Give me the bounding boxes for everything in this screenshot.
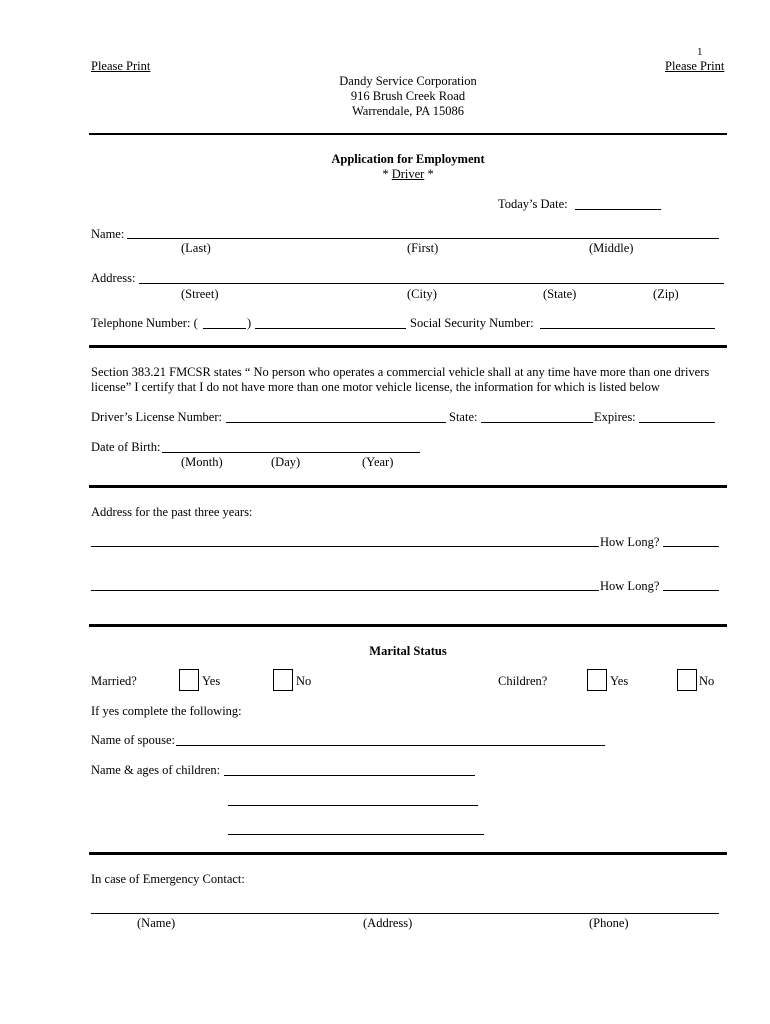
if-yes-instruction: If yes complete the following: xyxy=(91,704,242,718)
children-no-label: No xyxy=(699,674,715,688)
position-title: * Driver * xyxy=(382,167,434,181)
children-yes-checkbox[interactable] xyxy=(587,669,607,691)
todays-date-field[interactable] xyxy=(575,209,661,210)
ssn-field[interactable] xyxy=(540,328,715,329)
ssn-label: Social Security Number: xyxy=(410,316,534,330)
name-sub-last: (Last) xyxy=(181,241,211,255)
divider xyxy=(89,345,727,348)
children-names-field-2[interactable] xyxy=(228,805,478,806)
dob-sub-month: (Month) xyxy=(181,455,223,469)
name-field[interactable] xyxy=(127,238,719,239)
name-sub-first: (First) xyxy=(407,241,439,255)
divider xyxy=(89,485,727,488)
section-383-line1: Section 383.21 FMCSR states “ No person who operates a commercial vehicle shall at any time have more than one drivers xyxy=(91,365,710,379)
name-sub-middle: (Middle) xyxy=(589,241,634,255)
name-label: Name: xyxy=(91,227,125,241)
telephone-label: Telephone Number: ( xyxy=(91,316,198,330)
spouse-name-field[interactable] xyxy=(176,745,605,746)
emergency-contact-label: In case of Emergency Contact: xyxy=(91,872,245,886)
married-yes-label: Yes xyxy=(202,674,221,688)
emergency-contact-field[interactable] xyxy=(91,913,719,914)
marital-status-heading: Marital Status xyxy=(369,644,447,658)
dob-sub-day: (Day) xyxy=(271,455,301,469)
please-print-right: Please Print xyxy=(665,59,725,73)
married-no-checkbox[interactable] xyxy=(273,669,293,691)
spouse-label: Name of spouse: xyxy=(91,733,176,747)
license-expires-field[interactable] xyxy=(639,422,715,423)
children-yes-label: Yes xyxy=(610,674,629,688)
divider xyxy=(89,624,727,627)
how-long-label-1: How Long? xyxy=(600,535,660,549)
license-number-label: Driver’s License Number: xyxy=(91,410,222,424)
address-sub-state: (State) xyxy=(543,287,577,301)
page-title: Application for Employment xyxy=(331,152,485,166)
dob-label: Date of Birth: xyxy=(91,440,161,454)
divider xyxy=(89,852,727,855)
past-address-field-1[interactable] xyxy=(91,546,599,547)
company-name: Dandy Service Corporation xyxy=(339,74,477,88)
position-name: Driver xyxy=(391,167,425,181)
telephone-field[interactable] xyxy=(255,328,406,329)
married-no-label: No xyxy=(296,674,312,688)
children-names-field-1[interactable] xyxy=(224,775,475,776)
telephone-close-paren: ) xyxy=(247,316,252,330)
address-sub-zip: (Zip) xyxy=(653,287,679,301)
dob-field[interactable] xyxy=(162,452,420,453)
license-state-field[interactable] xyxy=(481,422,593,423)
emergency-sub-phone: (Phone) xyxy=(589,916,629,930)
page-number: 1 xyxy=(697,46,703,58)
company-city: Warrendale, PA 15086 xyxy=(351,104,465,118)
emergency-sub-name: (Name) xyxy=(137,916,176,930)
address-field[interactable] xyxy=(139,283,724,284)
how-long-label-2: How Long? xyxy=(600,579,660,593)
address-sub-city: (City) xyxy=(407,287,437,301)
dob-sub-year: (Year) xyxy=(362,455,394,469)
emergency-sub-address: (Address) xyxy=(363,916,413,930)
past-address-label: Address for the past three years: xyxy=(91,505,253,519)
license-expires-label: Expires: xyxy=(594,410,636,424)
license-state-label: State: xyxy=(449,410,478,424)
area-code-field[interactable] xyxy=(203,328,246,329)
children-label: Children? xyxy=(498,674,548,688)
past-address-field-2[interactable] xyxy=(91,590,599,591)
married-label: Married? xyxy=(91,674,137,688)
married-yes-checkbox[interactable] xyxy=(179,669,199,691)
todays-date-label: Today’s Date: xyxy=(498,197,568,211)
section-383-line2: license” I certify that I do not have more than one motor vehicle license, the information for which is listed below xyxy=(91,380,660,394)
how-long-field-1[interactable] xyxy=(663,546,719,547)
how-long-field-2[interactable] xyxy=(663,590,719,591)
children-names-field-3[interactable] xyxy=(228,834,484,835)
children-no-checkbox[interactable] xyxy=(677,669,697,691)
please-print-left: Please Print xyxy=(91,59,151,73)
address-sub-street: (Street) xyxy=(181,287,219,301)
children-names-label: Name & ages of children: xyxy=(91,763,221,777)
license-number-field[interactable] xyxy=(226,422,446,423)
address-label: Address: xyxy=(91,271,136,285)
divider xyxy=(89,133,727,135)
company-street: 916 Brush Creek Road xyxy=(350,89,466,103)
